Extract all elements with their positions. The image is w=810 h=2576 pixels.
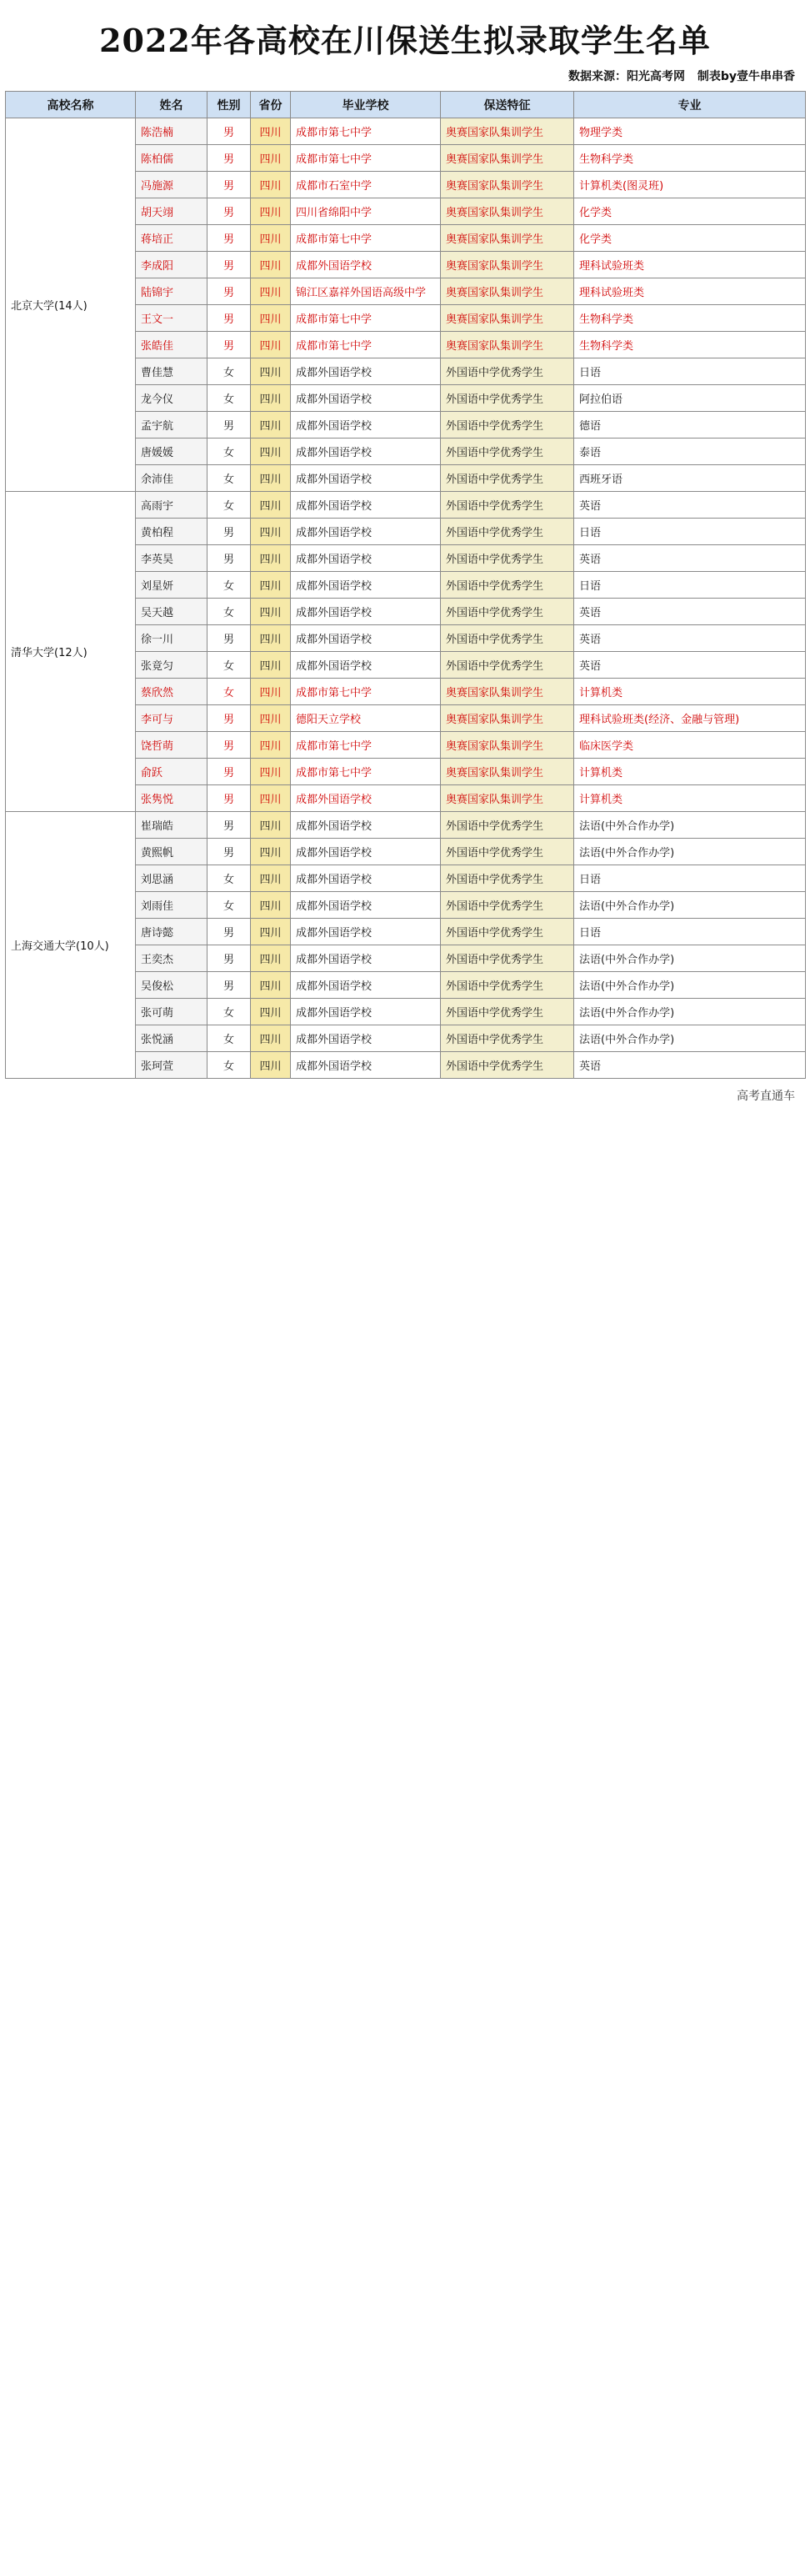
gender-cell: 男 <box>208 732 251 759</box>
major-cell: 英语 <box>574 599 806 625</box>
major-cell: 计算机类 <box>574 679 806 705</box>
major-cell: 化学类 <box>574 225 806 252</box>
high-school-cell: 成都外国语学校 <box>291 919 441 945</box>
feature-cell: 奥赛国家队集训学生 <box>441 732 574 759</box>
province-cell: 四川 <box>251 358 291 385</box>
major-cell: 英语 <box>574 625 806 652</box>
major-cell: 泰语 <box>574 439 806 465</box>
gender-cell: 男 <box>208 172 251 198</box>
student-name-cell: 胡天翊 <box>136 198 208 225</box>
student-name-cell: 刘星妍 <box>136 572 208 599</box>
feature-cell: 奥赛国家队集训学生 <box>441 198 574 225</box>
student-name-cell: 高雨宇 <box>136 492 208 519</box>
high-school-cell: 成都外国语学校 <box>291 1052 441 1079</box>
major-cell: 英语 <box>574 652 806 679</box>
gender-cell: 女 <box>208 439 251 465</box>
feature-cell: 外国语中学优秀学生 <box>441 545 574 572</box>
student-name-cell: 俞跃 <box>136 759 208 785</box>
high-school-cell: 锦江区嘉祥外国语高级中学 <box>291 278 441 305</box>
gender-cell: 男 <box>208 225 251 252</box>
major-cell: 日语 <box>574 572 806 599</box>
province-cell: 四川 <box>251 732 291 759</box>
school-name-cell: 北京大学(14人) <box>6 118 136 492</box>
province-cell: 四川 <box>251 412 291 439</box>
student-name-cell: 刘雨佳 <box>136 892 208 919</box>
feature-cell: 外国语中学优秀学生 <box>441 839 574 865</box>
high-school-cell: 成都市第七中学 <box>291 732 441 759</box>
gender-cell: 男 <box>208 812 251 839</box>
feature-cell: 奥赛国家队集训学生 <box>441 705 574 732</box>
major-cell: 计算机类(图灵班) <box>574 172 806 198</box>
source-line <box>5 66 805 91</box>
page <box>0 0 810 1119</box>
school-name-cell: 清华大学(12人) <box>6 492 136 812</box>
student-name-cell: 吴天越 <box>136 599 208 625</box>
high-school-cell: 成都外国语学校 <box>291 519 441 545</box>
feature-cell: 外国语中学优秀学生 <box>441 519 574 545</box>
gender-cell: 男 <box>208 145 251 172</box>
feature-cell: 奥赛国家队集训学生 <box>441 172 574 198</box>
province-cell: 四川 <box>251 225 291 252</box>
table-row <box>6 118 806 145</box>
major-cell: 物理学类 <box>574 118 806 145</box>
feature-cell: 外国语中学优秀学生 <box>441 599 574 625</box>
gender-cell: 男 <box>208 118 251 145</box>
province-cell: 四川 <box>251 545 291 572</box>
student-name-cell: 张隽悦 <box>136 785 208 812</box>
province-cell: 四川 <box>251 865 291 892</box>
col-header-feature: 保送特征 <box>441 92 574 118</box>
high-school-cell: 成都外国语学校 <box>291 545 441 572</box>
province-cell: 四川 <box>251 759 291 785</box>
student-name-cell: 饶哲萌 <box>136 732 208 759</box>
feature-cell: 奥赛国家队集训学生 <box>441 785 574 812</box>
high-school-cell: 成都市第七中学 <box>291 759 441 785</box>
student-name-cell: 李英昊 <box>136 545 208 572</box>
feature-cell: 外国语中学优秀学生 <box>441 1025 574 1052</box>
gender-cell: 男 <box>208 278 251 305</box>
high-school-cell: 成都外国语学校 <box>291 412 441 439</box>
high-school-cell: 成都外国语学校 <box>291 1025 441 1052</box>
gender-cell: 男 <box>208 785 251 812</box>
table-maker: 制表by壹牛串串香 <box>697 70 795 83</box>
gender-cell: 男 <box>208 332 251 358</box>
student-name-cell: 余沛佳 <box>136 465 208 492</box>
province-cell: 四川 <box>251 839 291 865</box>
feature-cell: 奥赛国家队集训学生 <box>441 759 574 785</box>
province-cell: 四川 <box>251 972 291 999</box>
student-name-cell: 唐诗懿 <box>136 919 208 945</box>
gender-cell: 男 <box>208 305 251 332</box>
gender-cell: 女 <box>208 1025 251 1052</box>
major-cell: 法语(中外合作办学) <box>574 812 806 839</box>
province-cell: 四川 <box>251 1052 291 1079</box>
table-row <box>6 812 806 839</box>
gender-cell: 男 <box>208 705 251 732</box>
feature-cell: 奥赛国家队集训学生 <box>441 225 574 252</box>
gender-cell: 女 <box>208 865 251 892</box>
major-cell: 计算机类 <box>574 759 806 785</box>
gender-cell: 女 <box>208 599 251 625</box>
feature-cell: 外国语中学优秀学生 <box>441 999 574 1025</box>
high-school-cell: 成都外国语学校 <box>291 839 441 865</box>
col-header-name: 姓名 <box>136 92 208 118</box>
feature-cell: 外国语中学优秀学生 <box>441 972 574 999</box>
gender-cell: 男 <box>208 972 251 999</box>
student-name-cell: 李可与 <box>136 705 208 732</box>
feature-cell: 外国语中学优秀学生 <box>441 385 574 412</box>
province-cell: 四川 <box>251 278 291 305</box>
gender-cell: 男 <box>208 519 251 545</box>
col-header-gender: 性别 <box>208 92 251 118</box>
gender-cell: 男 <box>208 252 251 278</box>
major-cell: 法语(中外合作办学) <box>574 972 806 999</box>
student-name-cell: 张可萌 <box>136 999 208 1025</box>
student-name-cell: 陈浩楠 <box>136 118 208 145</box>
high-school-cell: 成都外国语学校 <box>291 892 441 919</box>
major-cell: 生物科学类 <box>574 305 806 332</box>
province-cell: 四川 <box>251 145 291 172</box>
high-school-cell: 成都市第七中学 <box>291 145 441 172</box>
gender-cell: 女 <box>208 652 251 679</box>
province-cell: 四川 <box>251 679 291 705</box>
high-school-cell: 成都外国语学校 <box>291 572 441 599</box>
gender-cell: 女 <box>208 358 251 385</box>
major-cell: 计算机类 <box>574 785 806 812</box>
high-school-cell: 成都外国语学校 <box>291 439 441 465</box>
feature-cell: 外国语中学优秀学生 <box>441 358 574 385</box>
province-cell: 四川 <box>251 519 291 545</box>
major-cell: 生物科学类 <box>574 332 806 358</box>
student-name-cell: 黄柏程 <box>136 519 208 545</box>
student-name-cell: 张珂萱 <box>136 1052 208 1079</box>
feature-cell: 奥赛国家队集训学生 <box>441 118 574 145</box>
major-cell: 日语 <box>574 519 806 545</box>
high-school-cell: 成都外国语学校 <box>291 358 441 385</box>
province-cell: 四川 <box>251 892 291 919</box>
province-cell: 四川 <box>251 492 291 519</box>
table-header-row <box>6 92 806 118</box>
col-header-province: 省份 <box>251 92 291 118</box>
feature-cell: 奥赛国家队集训学生 <box>441 252 574 278</box>
gender-cell: 女 <box>208 385 251 412</box>
student-name-cell: 王奕杰 <box>136 945 208 972</box>
major-cell: 德语 <box>574 412 806 439</box>
major-cell: 理科试验班类(经济、金融与管理) <box>574 705 806 732</box>
major-cell: 西班牙语 <box>574 465 806 492</box>
major-cell: 英语 <box>574 545 806 572</box>
feature-cell: 奥赛国家队集训学生 <box>441 278 574 305</box>
col-header-high-school: 毕业学校 <box>291 92 441 118</box>
major-cell: 理科试验班类 <box>574 252 806 278</box>
feature-cell: 奥赛国家队集训学生 <box>441 145 574 172</box>
high-school-cell: 成都外国语学校 <box>291 492 441 519</box>
province-cell: 四川 <box>251 465 291 492</box>
table-row <box>6 492 806 519</box>
student-name-cell: 张竟匀 <box>136 652 208 679</box>
province-cell: 四川 <box>251 118 291 145</box>
high-school-cell: 成都市第七中学 <box>291 332 441 358</box>
gender-cell: 女 <box>208 892 251 919</box>
province-cell: 四川 <box>251 705 291 732</box>
high-school-cell: 成都外国语学校 <box>291 599 441 625</box>
province-cell: 四川 <box>251 332 291 358</box>
data-source: 数据来源：阳光高考网 <box>568 70 685 83</box>
high-school-cell: 成都外国语学校 <box>291 812 441 839</box>
student-name-cell: 李成阳 <box>136 252 208 278</box>
gender-cell: 女 <box>208 465 251 492</box>
province-cell: 四川 <box>251 305 291 332</box>
high-school-cell: 成都外国语学校 <box>291 652 441 679</box>
province-cell: 四川 <box>251 572 291 599</box>
school-name-cell: 上海交通大学(10人) <box>6 812 136 1079</box>
feature-cell: 外国语中学优秀学生 <box>441 465 574 492</box>
gender-cell: 女 <box>208 679 251 705</box>
table-body <box>6 118 806 1079</box>
major-cell: 英语 <box>574 1052 806 1079</box>
province-cell: 四川 <box>251 999 291 1025</box>
feature-cell: 外国语中学优秀学生 <box>441 572 574 599</box>
high-school-cell: 成都市第七中学 <box>291 679 441 705</box>
feature-cell: 外国语中学优秀学生 <box>441 625 574 652</box>
province-cell: 四川 <box>251 812 291 839</box>
student-name-cell: 蒋培正 <box>136 225 208 252</box>
high-school-cell: 成都外国语学校 <box>291 465 441 492</box>
page-title: 2022年各高校在川保送生拟录取学生名单 <box>99 22 711 59</box>
high-school-cell: 成都市第七中学 <box>291 225 441 252</box>
student-name-cell: 崔瑞皓 <box>136 812 208 839</box>
col-header-major: 专业 <box>574 92 806 118</box>
high-school-cell: 成都外国语学校 <box>291 865 441 892</box>
high-school-cell: 四川省绵阳中学 <box>291 198 441 225</box>
province-cell: 四川 <box>251 439 291 465</box>
high-school-cell: 成都市第七中学 <box>291 118 441 145</box>
province-cell: 四川 <box>251 652 291 679</box>
student-name-cell: 陆锦宇 <box>136 278 208 305</box>
high-school-cell: 成都外国语学校 <box>291 785 441 812</box>
student-name-cell: 龙今仪 <box>136 385 208 412</box>
gender-cell: 女 <box>208 572 251 599</box>
major-cell: 临床医学类 <box>574 732 806 759</box>
major-cell: 化学类 <box>574 198 806 225</box>
feature-cell: 外国语中学优秀学生 <box>441 439 574 465</box>
major-cell: 阿拉伯语 <box>574 385 806 412</box>
province-cell: 四川 <box>251 172 291 198</box>
province-cell: 四川 <box>251 252 291 278</box>
admissions-table <box>5 91 806 1079</box>
gender-cell: 女 <box>208 492 251 519</box>
high-school-cell: 成都外国语学校 <box>291 972 441 999</box>
province-cell: 四川 <box>251 919 291 945</box>
student-name-cell: 张皓佳 <box>136 332 208 358</box>
province-cell: 四川 <box>251 945 291 972</box>
student-name-cell: 曹佳慧 <box>136 358 208 385</box>
province-cell: 四川 <box>251 599 291 625</box>
province-cell: 四川 <box>251 625 291 652</box>
student-name-cell: 张悦涵 <box>136 1025 208 1052</box>
student-name-cell: 徐一川 <box>136 625 208 652</box>
high-school-cell: 成都外国语学校 <box>291 625 441 652</box>
student-name-cell: 刘思涵 <box>136 865 208 892</box>
feature-cell: 奥赛国家队集训学生 <box>441 305 574 332</box>
major-cell: 英语 <box>574 492 806 519</box>
feature-cell: 外国语中学优秀学生 <box>441 919 574 945</box>
feature-cell: 外国语中学优秀学生 <box>441 1052 574 1079</box>
feature-cell: 外国语中学优秀学生 <box>441 412 574 439</box>
feature-cell: 外国语中学优秀学生 <box>441 812 574 839</box>
major-cell: 日语 <box>574 358 806 385</box>
high-school-cell: 德阳天立学校 <box>291 705 441 732</box>
high-school-cell: 成都外国语学校 <box>291 252 441 278</box>
high-school-cell: 成都外国语学校 <box>291 945 441 972</box>
major-cell: 法语(中外合作办学) <box>574 839 806 865</box>
gender-cell: 男 <box>208 839 251 865</box>
province-cell: 四川 <box>251 1025 291 1052</box>
high-school-cell: 成都外国语学校 <box>291 999 441 1025</box>
gender-cell: 女 <box>208 1052 251 1079</box>
feature-cell: 奥赛国家队集训学生 <box>441 679 574 705</box>
feature-cell: 外国语中学优秀学生 <box>441 892 574 919</box>
footer-watermark: 高考直通车 <box>737 1090 795 1103</box>
major-cell: 日语 <box>574 865 806 892</box>
gender-cell: 男 <box>208 412 251 439</box>
student-name-cell: 黄熙帆 <box>136 839 208 865</box>
major-cell: 理科试验班类 <box>574 278 806 305</box>
student-name-cell: 吴俊松 <box>136 972 208 999</box>
high-school-cell: 成都市石室中学 <box>291 172 441 198</box>
student-name-cell: 唐媛媛 <box>136 439 208 465</box>
major-cell: 法语(中外合作办学) <box>574 1025 806 1052</box>
gender-cell: 女 <box>208 999 251 1025</box>
feature-cell: 外国语中学优秀学生 <box>441 652 574 679</box>
gender-cell: 男 <box>208 945 251 972</box>
gender-cell: 男 <box>208 198 251 225</box>
gender-cell: 男 <box>208 759 251 785</box>
student-name-cell: 陈柏儒 <box>136 145 208 172</box>
student-name-cell: 孟宇航 <box>136 412 208 439</box>
feature-cell: 奥赛国家队集训学生 <box>441 332 574 358</box>
province-cell: 四川 <box>251 198 291 225</box>
student-name-cell: 冯施源 <box>136 172 208 198</box>
student-name-cell: 蔡欣然 <box>136 679 208 705</box>
feature-cell: 外国语中学优秀学生 <box>441 865 574 892</box>
major-cell: 法语(中外合作办学) <box>574 892 806 919</box>
major-cell: 法语(中外合作办学) <box>574 999 806 1025</box>
major-cell: 生物科学类 <box>574 145 806 172</box>
major-cell: 日语 <box>574 919 806 945</box>
col-header-school: 高校名称 <box>6 92 136 118</box>
feature-cell: 外国语中学优秀学生 <box>441 945 574 972</box>
gender-cell: 男 <box>208 919 251 945</box>
student-name-cell: 王文一 <box>136 305 208 332</box>
gender-cell: 男 <box>208 545 251 572</box>
major-cell: 法语(中外合作办学) <box>574 945 806 972</box>
high-school-cell: 成都市第七中学 <box>291 305 441 332</box>
province-cell: 四川 <box>251 785 291 812</box>
feature-cell: 外国语中学优秀学生 <box>441 492 574 519</box>
high-school-cell: 成都外国语学校 <box>291 385 441 412</box>
province-cell: 四川 <box>251 385 291 412</box>
gender-cell: 男 <box>208 625 251 652</box>
